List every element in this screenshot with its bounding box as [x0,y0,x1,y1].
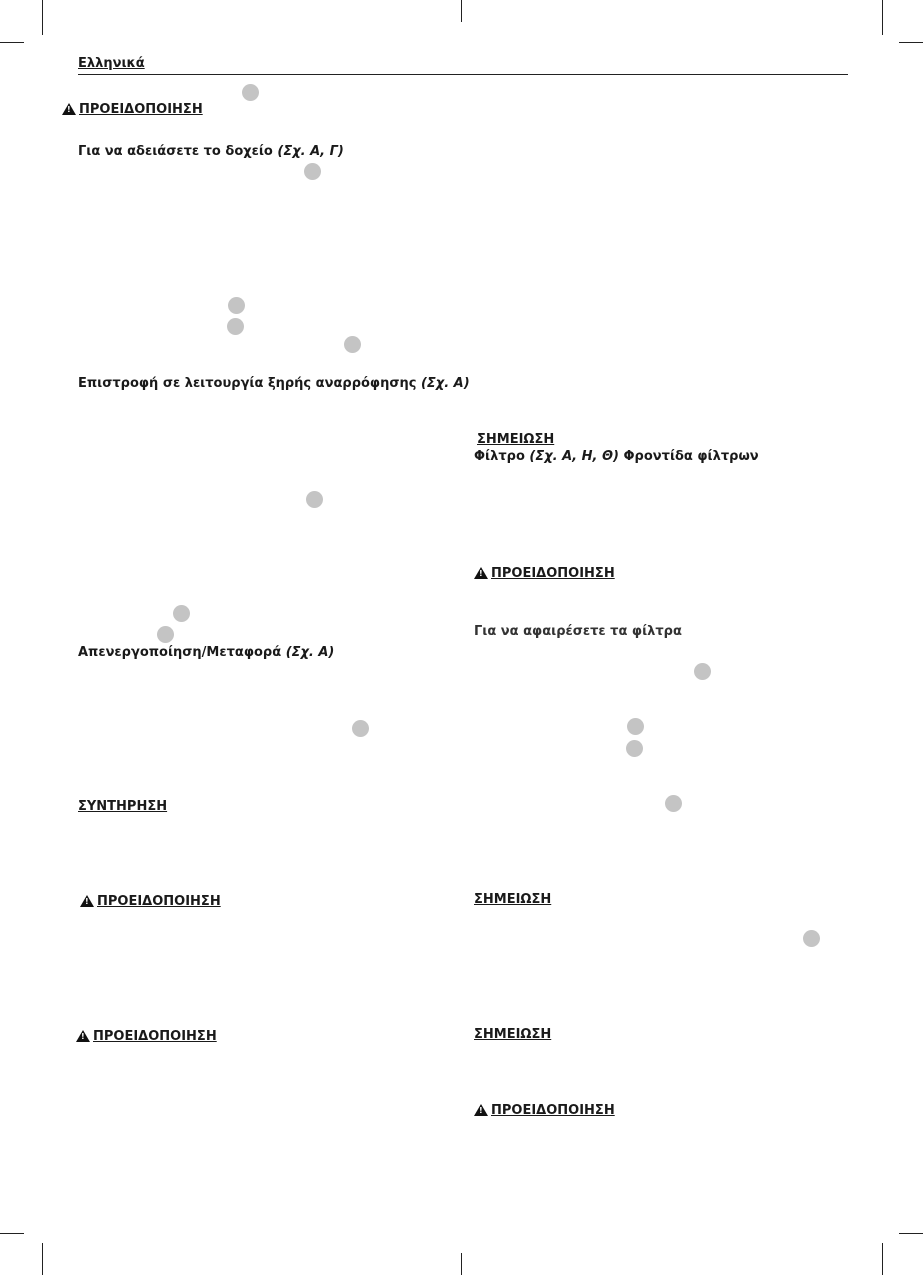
callout-circle-icon [227,318,244,335]
dry-return-ref: (Σχ. Α) [420,376,470,391]
header-rule [78,74,848,75]
warning-heading [474,566,615,582]
warning-triangle-icon [76,1030,90,1042]
callout-circle-icon [627,718,644,735]
warning-label: ΠΡΟΕΙΔΟΠΟΙΗΣΗ [97,894,221,909]
empty-tank-heading [78,144,344,160]
filter-care-title: Φροντίδα φίλτρων [623,449,759,464]
callout-circle-icon [173,605,190,622]
language-label: Ελληνικά [78,56,145,71]
dry-return-heading [78,376,470,392]
shutdown-heading [78,645,334,661]
empty-tank-title: Για να αδειάσετε το δοχείο [78,144,273,159]
callout-circle-icon [228,297,245,314]
warning-heading [80,894,221,910]
callout-circle-icon [242,84,259,101]
warning-heading [62,102,203,118]
note-heading: ΣΗΜΕΙΩΣΗ [474,892,552,907]
crop-mark [882,0,883,35]
warning-label: ΠΡΟΕΙΔΟΠΟΙΗΣΗ [491,1103,615,1118]
crop-mark [882,1243,883,1275]
warning-label: ΠΡΟΕΙΔΟΠΟΙΗΣΗ [93,1029,217,1044]
crop-mark [899,1233,923,1234]
warning-triangle-icon [474,1104,488,1116]
note-heading: ΣΗΜΕΙΩΣΗ [477,432,555,447]
crop-mark [0,42,24,43]
maintenance-heading: ΣΥΝΤΗΡΗΣΗ [78,799,168,814]
shutdown-ref: (Σχ. Α) [285,645,335,660]
callout-circle-icon [694,663,711,680]
warning-triangle-icon [80,895,94,907]
crop-mark [461,0,462,22]
shutdown-title: Απενεργοποίηση/Μεταφορά [78,645,282,660]
callout-circle-icon [626,740,643,757]
crop-mark [0,1233,24,1234]
crop-mark [899,42,923,43]
callout-circle-icon [803,930,820,947]
warning-triangle-icon [62,103,76,115]
callout-circle-icon [306,491,323,508]
filter-title: Φίλτρο [474,449,525,464]
filter-heading [474,449,759,465]
warning-label: ΠΡΟΕΙΔΟΠΟΙΗΣΗ [491,566,615,581]
callout-circle-icon [304,163,321,180]
callout-circle-icon [352,720,369,737]
crop-mark [461,1253,462,1275]
warning-triangle-icon [474,567,488,579]
filter-ref: (Σχ. Α, Η, Θ) [529,449,619,464]
remove-filters-heading: Για να αφαιρέσετε τα φίλτρα [474,624,682,639]
crop-mark [42,1243,43,1275]
callout-circle-icon [665,795,682,812]
note-heading: ΣΗΜΕΙΩΣΗ [474,1027,552,1042]
crop-mark [42,0,43,35]
callout-circle-icon [157,626,174,643]
warning-label: ΠΡΟΕΙΔΟΠΟΙΗΣΗ [79,102,203,117]
callout-circle-icon [344,336,361,353]
warning-heading [76,1029,217,1045]
empty-tank-ref: (Σχ. Α, Γ) [277,144,344,159]
dry-return-title: Επιστροφή σε λειτουργία ξηρής αναρρόφησης [78,376,417,391]
warning-heading [474,1103,615,1119]
